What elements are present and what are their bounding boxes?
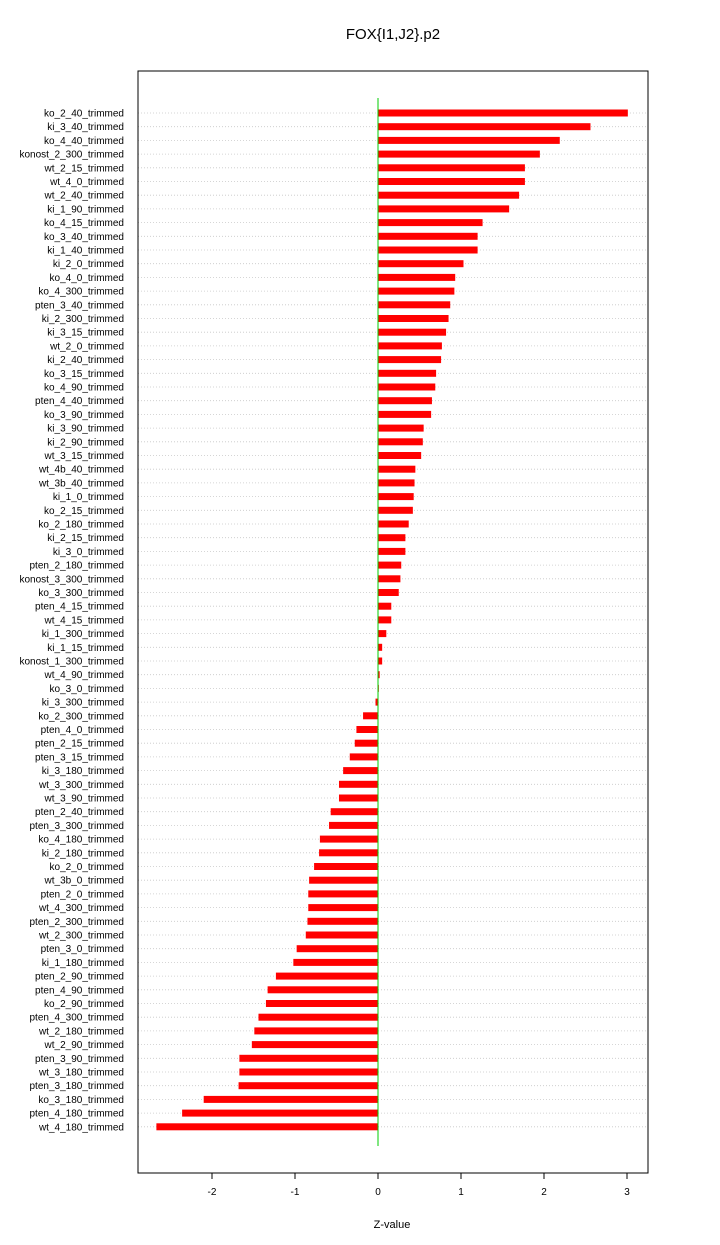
bar: [339, 795, 378, 802]
bar: [239, 1055, 378, 1062]
bar: [378, 397, 432, 404]
category-label: konost_2_300_trimmed: [19, 149, 124, 161]
category-label: pten_2_180_trimmed: [29, 560, 124, 572]
bar: [378, 548, 405, 555]
bar: [378, 123, 590, 130]
category-label: wt_3_90_trimmed: [44, 793, 124, 805]
bar: [378, 658, 382, 665]
category-label: ko_3_300_trimmed: [38, 588, 124, 599]
bar: [339, 781, 378, 788]
category-label: pten_2_300_trimmed: [29, 916, 124, 928]
bar: [378, 507, 413, 514]
category-label: ki_1_90_trimmed: [47, 204, 124, 216]
x-tick-label: -1: [290, 1187, 300, 1198]
category-label: wt_2_15_trimmed: [44, 163, 124, 175]
bar: [293, 959, 378, 966]
bar: [378, 534, 405, 541]
category-label: ki_3_15_trimmed: [47, 327, 124, 339]
bar: [350, 753, 378, 760]
bar: [378, 274, 455, 281]
category-label: pten_3_15_trimmed: [35, 752, 124, 764]
bar: [378, 384, 435, 391]
bar: [329, 822, 378, 829]
category-label: ki_2_15_trimmed: [47, 533, 124, 545]
bar: [378, 644, 382, 651]
x-axis-label: Z-value: [373, 1219, 411, 1231]
bar: [378, 603, 391, 610]
bar: [378, 411, 431, 418]
category-label: ko_4_15_trimmed: [43, 218, 124, 230]
category-label: ko_3_90_trimmed: [43, 409, 124, 421]
bar: [378, 315, 449, 322]
category-label: pten_2_40_trimmed: [35, 807, 124, 819]
category-label: konost_3_300_trimmed: [19, 574, 124, 586]
bar: [378, 151, 540, 158]
chart-title: FOX{I1,J2}.p2: [345, 26, 441, 43]
category-label: wt_2_0_trimmed: [50, 341, 124, 353]
bar: [378, 301, 450, 308]
category-label: ki_1_0_trimmed: [52, 492, 124, 504]
category-label: ko_4_90_trimmed: [43, 382, 124, 394]
x-axis: [208, 1173, 631, 1198]
category-label: ko_4_0_trimmed: [49, 272, 124, 284]
bar: [363, 712, 378, 719]
category-label: pten_3_90_trimmed: [35, 1053, 124, 1065]
bar: [378, 630, 386, 637]
category-label: pten_3_300_trimmed: [29, 820, 124, 832]
category-label: ki_1_180_trimmed: [41, 957, 124, 969]
category-label: wt_2_180_trimmed: [38, 1026, 124, 1038]
category-label: pten_3_40_trimmed: [35, 300, 124, 312]
bar: [378, 178, 525, 185]
bar: [356, 726, 378, 733]
bar: [378, 466, 415, 473]
bar: [156, 1123, 378, 1130]
bar: [378, 425, 424, 432]
bar: [378, 219, 483, 226]
bar: [308, 904, 378, 911]
bar: [378, 521, 409, 528]
bar: [297, 945, 378, 952]
bar: [378, 575, 400, 582]
category-label: ko_3_180_trimmed: [38, 1094, 124, 1106]
category-label: ko_2_15_trimmed: [43, 505, 124, 517]
category-label: ko_4_180_trimmed: [38, 834, 124, 846]
x-tick-label: 0: [375, 1187, 381, 1198]
bar: [252, 1041, 378, 1048]
bar: [378, 493, 414, 500]
bar: [378, 452, 421, 459]
category-label: ki_2_90_trimmed: [47, 437, 124, 449]
category-label: wt_3_15_trimmed: [44, 451, 124, 462]
bar: [378, 260, 463, 267]
category-label: ki_2_180_trimmed: [41, 848, 124, 860]
bar: [355, 740, 378, 747]
category-label: wt_3_300_trimmed: [38, 779, 124, 791]
category-label: pten_3_180_trimmed: [29, 1081, 124, 1093]
category-label: wt_4_300_trimmed: [38, 903, 124, 915]
category-label: ko_4_40_trimmed: [43, 135, 124, 147]
category-label: ki_2_0_trimmed: [52, 259, 124, 271]
category-label: ki_1_40_trimmed: [47, 245, 124, 257]
bar: [378, 137, 560, 144]
category-label: ki_3_0_trimmed: [52, 546, 124, 558]
bar: [258, 1014, 378, 1021]
bar: [343, 767, 378, 774]
category-label: wt_3b_0_trimmed: [44, 875, 124, 887]
bar: [182, 1110, 378, 1117]
category-label: ki_1_300_trimmed: [41, 629, 124, 641]
category-label: wt_2_90_trimmed: [44, 1040, 124, 1052]
category-label: ki_3_40_trimmed: [47, 122, 124, 134]
x-tick-label: -2: [207, 1187, 217, 1198]
bar: [378, 192, 519, 199]
category-label: pten_4_90_trimmed: [35, 985, 124, 997]
bar: [378, 438, 423, 445]
category-label: pten_2_15_trimmed: [35, 738, 124, 750]
category-label: konost_1_300_trimmed: [19, 656, 124, 668]
bar: [378, 233, 478, 240]
category-label: ki_3_180_trimmed: [41, 766, 124, 778]
bar: [378, 342, 442, 349]
bar: [309, 877, 378, 884]
bar: [378, 370, 436, 377]
category-label: ko_2_0_trimmed: [49, 862, 124, 873]
bar: [378, 288, 454, 295]
category-label: wt_4_15_trimmed: [44, 615, 124, 627]
bar: [266, 1000, 378, 1007]
category-label: pten_3_0_trimmed: [40, 944, 124, 956]
bar: [308, 890, 378, 897]
bar: [378, 479, 415, 486]
bar: [378, 616, 391, 623]
category-label: wt_2_300_trimmed: [38, 930, 124, 942]
category-label: wt_3_180_trimmed: [38, 1067, 124, 1079]
category-label: ko_2_40_trimmed: [43, 108, 124, 120]
bar: [204, 1096, 378, 1103]
bar: [331, 808, 378, 815]
bar: [378, 356, 441, 363]
category-label: ki_3_300_trimmed: [41, 697, 124, 709]
category-label: pten_2_90_trimmed: [35, 971, 124, 983]
bar: [254, 1027, 378, 1034]
category-label: ko_2_300_trimmed: [38, 711, 124, 723]
category-labels: [19, 109, 124, 1134]
bar: [378, 247, 478, 254]
bars: [156, 110, 627, 1131]
category-label: ko_3_0_trimmed: [49, 683, 124, 695]
category-label: wt_2_40_trimmed: [44, 190, 124, 202]
category-label: wt_4_180_trimmed: [38, 1122, 124, 1134]
category-label: ki_2_300_trimmed: [41, 314, 124, 325]
category-label: ki_1_15_trimmed: [47, 642, 124, 654]
bar: [268, 986, 378, 993]
category-label: ko_3_15_trimmed: [43, 368, 124, 380]
category-label: pten_4_180_trimmed: [29, 1108, 124, 1120]
category-label: wt_4_90_trimmed: [44, 670, 124, 682]
bar: [314, 863, 378, 870]
category-label: pten_4_40_trimmed: [35, 396, 124, 408]
bar: [239, 1069, 378, 1076]
x-tick-label: 3: [624, 1187, 630, 1198]
category-label: wt_4b_40_trimmed: [38, 464, 124, 476]
category-label: pten_4_15_trimmed: [35, 601, 124, 613]
category-label: ko_2_180_trimmed: [38, 519, 124, 531]
bar: [378, 110, 628, 117]
category-label: wt_4_0_trimmed: [50, 177, 124, 188]
category-label: pten_4_300_trimmed: [29, 1012, 124, 1024]
bar: [378, 589, 399, 596]
bar: [319, 849, 378, 856]
bar: [320, 836, 378, 843]
bar: [307, 918, 378, 925]
category-label: ki_2_40_trimmed: [47, 355, 124, 367]
category-label: wt_3b_40_trimmed: [38, 478, 124, 490]
category-label: ko_2_90_trimmed: [43, 999, 124, 1010]
bar: [306, 932, 378, 939]
category-label: ko_3_40_trimmed: [43, 231, 124, 243]
category-label: ko_4_300_trimmed: [38, 286, 124, 298]
category-label: pten_2_0_trimmed: [40, 889, 124, 901]
bar: [378, 164, 525, 171]
bar: [239, 1082, 378, 1089]
category-label: ki_3_90_trimmed: [47, 423, 124, 435]
category-label: pten_4_0_trimmed: [40, 725, 124, 736]
bar: [378, 329, 446, 336]
bar: [276, 973, 378, 980]
x-tick-label: 2: [541, 1187, 547, 1198]
bar: [378, 562, 401, 569]
x-tick-label: 1: [458, 1187, 464, 1198]
bar: [378, 205, 509, 212]
